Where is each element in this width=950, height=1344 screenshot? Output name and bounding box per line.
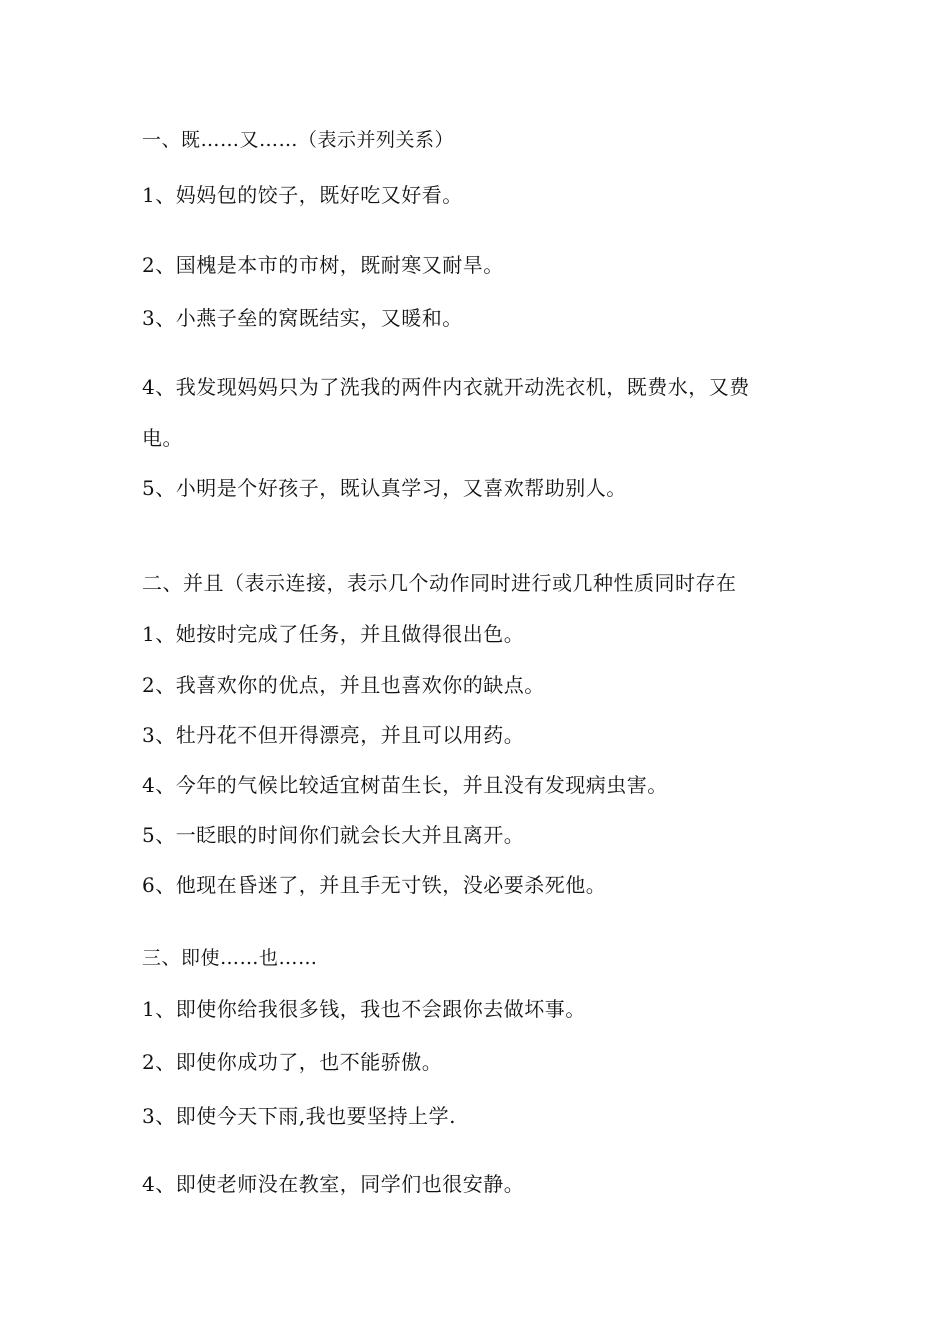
section-2-item-3: 3、牡丹花不但开得漂亮，并且可以用药。 (142, 723, 525, 747)
section-1-item-2: 2、国槐是本市的市树，既耐寒又耐旱。 (142, 253, 504, 277)
section-1-item-4-continued: 电。 (142, 426, 183, 450)
section-1-item-4: 4、我发现妈妈只为了洗我的两件内衣就开动洗衣机，既费水，又费 (142, 375, 750, 399)
section-3-item-2: 2、即使你成功了，也不能骄傲。 (142, 1050, 443, 1074)
section-2-item-4: 4、今年的气候比较适宜树苗生长，并且没有发现病虫害。 (142, 773, 668, 797)
section-2-item-1: 1、她按时完成了任务，并且做得很出色。 (142, 622, 525, 646)
section-2-item-2: 2、我喜欢你的优点，并且也喜欢你的缺点。 (142, 673, 545, 697)
section-1-item-1: 1、妈妈包的饺子，既好吃又好看。 (142, 183, 463, 207)
section-1-item-3: 3、小燕子垒的窝既结实，又暖和。 (142, 306, 463, 330)
section-3-item-4: 4、即使老师没在教室，同学们也很安静。 (142, 1172, 525, 1196)
section-2-item-5: 5、一眨眼的时间你们就会长大并且离开。 (142, 823, 525, 847)
section-3-item-3: 3、即使今天下雨,我也要坚持上学. (142, 1104, 456, 1128)
section-2-heading: 二、并且（表示连接，表示几个动作同时进行或几种性质同时存在 (142, 571, 737, 595)
section-1-item-5: 5、小明是个好孩子，既认真学习，又喜欢帮助别人。 (142, 476, 627, 500)
section-3-heading: 三、即使……也…… (142, 947, 318, 969)
section-3-item-1: 1、即使你给我很多钱，我也不会跟你去做坏事。 (142, 997, 586, 1021)
section-1-heading: 一、既……又……（表示并列关系） (142, 129, 455, 151)
section-2-item-6: 6、他现在昏迷了，并且手无寸铁，没必要杀死他。 (142, 873, 607, 897)
